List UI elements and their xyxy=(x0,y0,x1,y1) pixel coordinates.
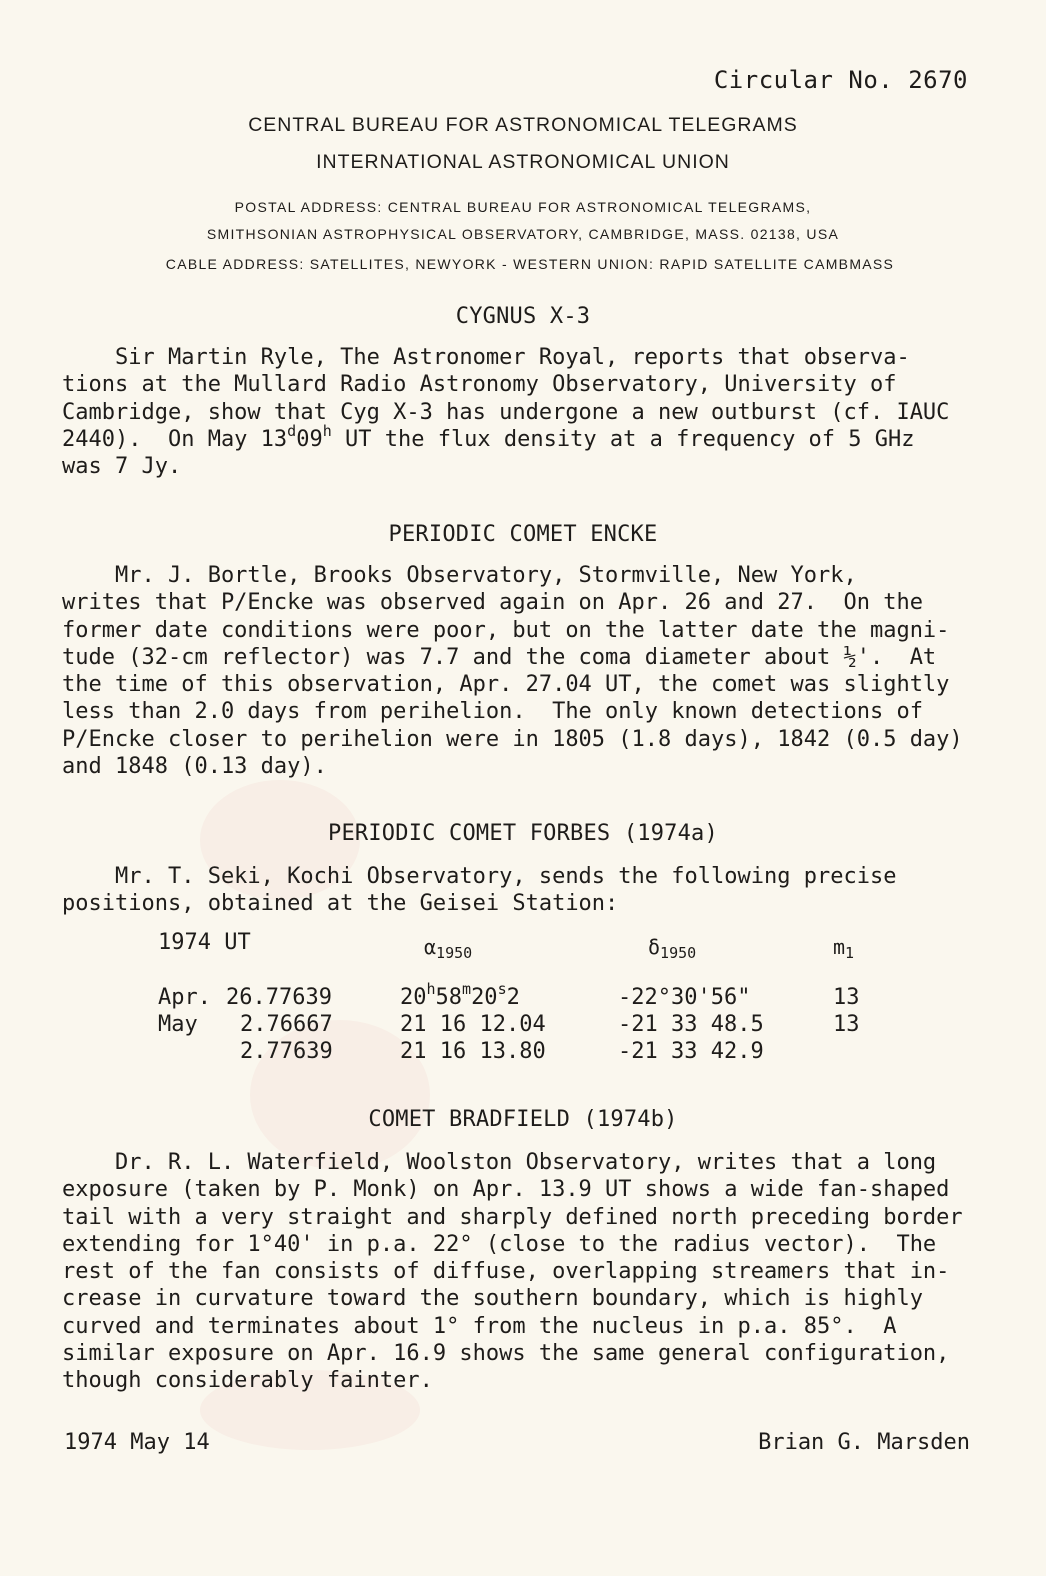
forbes-paragraph: Mr. T. Seki, Kochi Observatory, sends the following precise positions, obtained at the Geisei Station: xyxy=(62,864,897,917)
section-title-bradfield: COMET BRADFIELD (1974b) xyxy=(368,1107,678,1132)
cygnus-line: tions at the Mullard Radio Astronomy Observatory, University of xyxy=(62,372,897,398)
row-magnitude: 13 xyxy=(833,985,860,1010)
union-title: INTERNATIONAL ASTRONOMICAL UNION xyxy=(316,151,730,173)
row-declination: -22°30'56" xyxy=(618,985,751,1010)
cable-address-line: CABLE ADDRESS: SATELLITES, NEWYORK - WESTERN UNION: RAPID SATELLITE CAMBMASS xyxy=(165,256,895,272)
column-header-mag: $m_1$ xyxy=(833,935,855,962)
bradfield-paragraph: Dr. R. L. Waterfield, Woolston Observatory, writes that a long exposure (taken by P. Monk) on Apr. 13.9 UT shows a wide fan-shaped tail with a very straight and sharply defined north preceding border extending for 1°40' in p.a. 22° (close to the radius vector). The rest of the fan consists of diffuse, overlapping streamers that in- crease in curvature toward the southern boundary, which is highly curved and terminates about 1° from the nucleus in p.a. 85°. A similar exposure on Apr. 16.9 shows the same general configuration, though considerably fainter. xyxy=(62,1150,963,1394)
observatory-address-line: SMITHSONIAN ASTROPHYSICAL OBSERVATORY, CAMBRIDGE, MASS. 02138, USA xyxy=(206,226,840,242)
row-day: 2.77639 xyxy=(240,1039,333,1064)
row-right-ascension: 21 16 12.04 xyxy=(400,1012,546,1037)
section-title-forbes: PERIODIC COMET FORBES (1974a) xyxy=(328,821,718,846)
row-magnitude: 13 xyxy=(833,1012,860,1037)
editor-signature: Brian G. Marsden xyxy=(758,1430,970,1455)
section-title-encke: PERIODIC COMET ENCKE xyxy=(388,522,658,547)
row-day: 2.76667 xyxy=(240,1012,333,1037)
cygnus-line: Sir Martin Ryle, The Astronomer Royal, reports that observa- xyxy=(62,345,910,370)
row-declination: -21 33 42.9 xyxy=(618,1039,764,1064)
cygnus-paragraph xyxy=(62,344,992,480)
cygnus-line: Cambridge, show that Cyg X-3 has undergone a new outburst (cf. IAUC xyxy=(62,399,950,425)
section-title-cygnus: CYGNUS X-3 xyxy=(455,304,591,329)
cygnus-line: 2440). On May 13$^d$09$^h$ UT the flux density at a frequency of 5 GHz xyxy=(62,421,915,452)
bureau-title: CENTRAL BUREAU FOR ASTRONOMICAL TELEGRAMS xyxy=(248,114,798,136)
circular-date: 1974 May 14 xyxy=(64,1430,210,1455)
row-day: 26.77639 xyxy=(226,985,332,1010)
encke-paragraph: Mr. J. Bortle, Brooks Observatory, Stormville, New York, writes that P/Encke was observed again on Apr. 26 and 27. On the former date conditions were poor, but on the latter date the magni- tude (32-cm reflector) was 7.7 and the coma diameter about ½'. At the time of this observation, Apr. 27.04 UT, the comet was slightly less than 2.0 days from perihelion. The only known detections of P/Encke closer to perihelion were in 1805 (1.8 days), 1842 (0.5 day) and 1848 (0.13 day). xyxy=(62,563,963,780)
circular-number: Circular No. 2670 xyxy=(713,66,968,94)
cygnus-line: was 7 Jy. xyxy=(62,454,182,480)
postal-address-line: POSTAL ADDRESS: CENTRAL BUREAU FOR ASTRONOMICAL TELEGRAMS, xyxy=(234,199,812,215)
row-right-ascension: 20$^h$58$^m$20$^s$2 xyxy=(400,979,520,1010)
row-right-ascension: 21 16 13.80 xyxy=(400,1039,546,1064)
row-declination: -21 33 48.5 xyxy=(618,1012,764,1037)
row-month: May xyxy=(158,1012,198,1037)
column-header-time: 1974 UT xyxy=(158,930,251,955)
row-month: Apr. xyxy=(158,985,211,1010)
column-header-dec: $\delta_{1950}$ xyxy=(648,935,697,962)
column-header-ra: $\alpha_{1950}$ xyxy=(424,935,473,962)
